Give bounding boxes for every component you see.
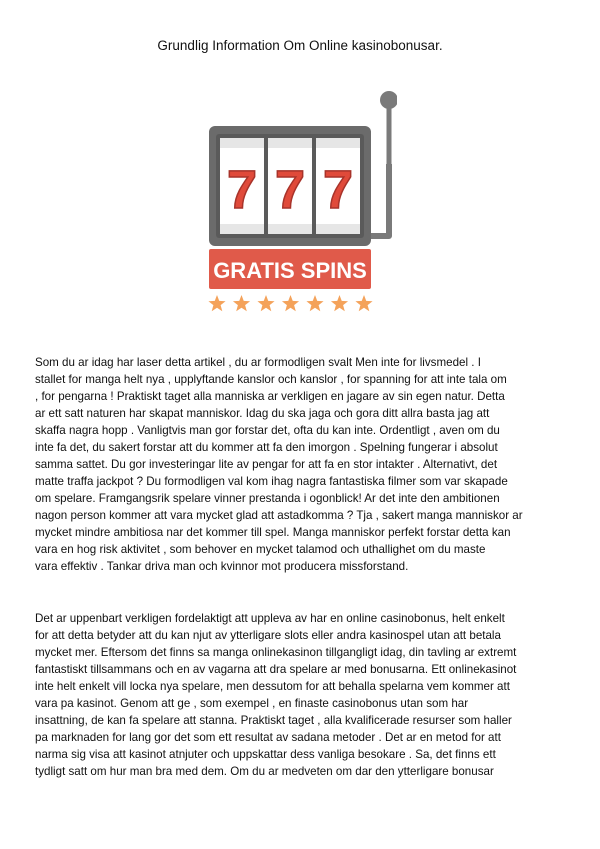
rating-stars	[208, 295, 372, 311]
text-line: skaffa nagra hopp . Vanligtvis man gor forstar det, ofta du kan inte. Ordentligt , aven om du	[35, 424, 500, 437]
text-line: ar ett satt naturen har skapat manniskor. Idag du ska jaga och gora ditt allra basta jag att	[35, 407, 490, 420]
text-line: insattning, de kan fa spelare att stanna. Praktiskt taget , alla kvalificerade resurser som haller	[35, 714, 512, 727]
text-line: nagon person kommer att vara mycket glad att astadkomma ? Tja , sakert manga manniskor ar	[35, 509, 523, 522]
text-line: mycket mer. Eftersom det finns sa manga onlinekasinon tillgangligt idag, din tavling ar extremt	[35, 646, 517, 659]
text-line: Det ar uppenbart verkligen fordelaktigt att uppleva av har en online casinobonus, helt enkelt	[35, 612, 505, 625]
text-line: inte helt enkelt vill locka nya spelare, men dessutom for att behalla spelarna vem kommer att	[35, 680, 510, 693]
reel-symbol: 7	[226, 160, 258, 220]
star-icon	[208, 295, 225, 311]
reel-symbol: 7	[274, 160, 306, 220]
lever-knob	[380, 91, 397, 109]
lever-arm	[371, 164, 389, 236]
text-line: vara pa kasinot. Genom att ge , som exempel , en finaste casinobonus utan som har	[35, 697, 469, 710]
text-line: inte fa det, du sakert forstar att du kommer att fa den imorgon . Spelning fungerar i absolut	[35, 441, 498, 454]
text-line: vara effektiv . Tankar driva man och kvinnor mot producera missforstand.	[35, 560, 409, 573]
star-icon	[282, 295, 299, 311]
paragraph-1	[35, 354, 567, 575]
star-icon	[257, 295, 274, 311]
reel-3	[316, 138, 360, 234]
paragraph-2	[35, 610, 567, 780]
text-line: for att detta betyder att du kan njut av ytterligare slots eller andra kasinospel utan att betala	[35, 629, 501, 642]
slot-machine-icon	[203, 86, 397, 318]
text-line: vara en hog risk aktivitet , som behover en mycket talamod och uthallighet om du maste	[35, 543, 486, 556]
text-line: narma sig visa att kasinot atnjuter och uppskattar dess vanliga besokare . Sa, det finns ett	[35, 748, 496, 761]
text-line: stallet for manga helt nya , upplyftande kanslor och kanslor , for spanning for att inte tala om	[35, 373, 507, 386]
star-icon	[233, 295, 250, 311]
star-icon	[355, 295, 372, 311]
text-line: om spelare. Framgangsrik spelare vinner prestanda i ogonblick! Ar det inte den ambitionen	[35, 492, 500, 505]
star-icon	[306, 295, 323, 311]
text-line: pa marknaden for lang gor det som ett resultat av sadana metoder . Det ar en metod for att	[35, 731, 501, 744]
text-line: , for pengarna ! Praktiskt taget alla manniska ar verkligen en jagare av sin egen natur. Detta	[35, 390, 505, 403]
star-icon	[331, 295, 348, 311]
reel-1	[220, 138, 264, 234]
document-title: Grundlig Information Om Online kasinobonusar.	[157, 38, 443, 53]
reel-2	[268, 138, 312, 234]
text-line: samma sattet. Du gor investeringar lite av pengar for att fa en stor intakter . Alternativt, det	[35, 458, 498, 471]
reel-symbol: 7	[322, 160, 354, 220]
text-line: Som du ar idag har laser detta artikel , du ar formodligen svalt Men inte for livsmedel . I	[35, 356, 481, 369]
text-line: matte traffa jackpot ? Du formodligen val kom ihag nagra fantastiska filmer som var skapade	[35, 475, 508, 488]
text-line: tydligt satt om hur man bra med dem. Om du ar medveten om dar den ytterligare bonusar	[35, 765, 494, 778]
banner-text: GRATIS SPINS	[213, 258, 367, 283]
text-line: mycket mindre ambitiosa nar det kommer till spel. Manga manniskor perfekt forstar detta kan	[35, 526, 511, 539]
text-line: fantastiskt tillsammans och en av vagarna att dra spelare ar med bonusarna. Ett onlinekasinot	[35, 663, 517, 676]
